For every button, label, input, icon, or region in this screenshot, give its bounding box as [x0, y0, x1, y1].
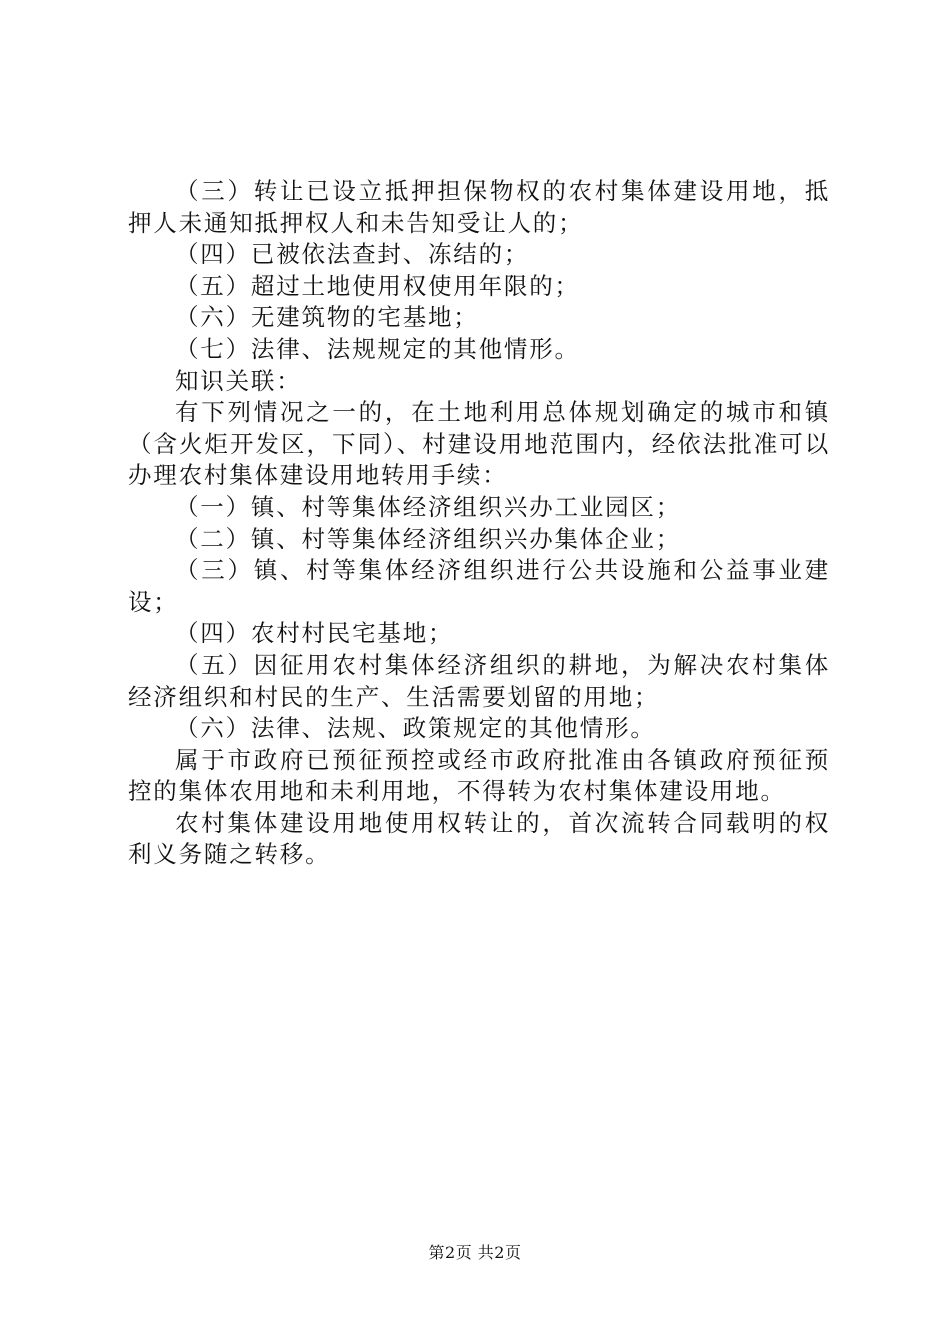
section-heading-related-knowledge: 知识关联：	[175, 366, 302, 395]
page-number-footer: 第2页 共2页	[428, 1243, 522, 1262]
paragraph-villager-homestead: （四）农村村民宅基地；	[175, 619, 454, 648]
paragraph-conversion-conditions: 有下列情况之一的，在土地利用总体规划确定的城市和镇（含火炬开发区，下同）、村建设用地范围内，经依法批准可以办理农村集体建设用地转用手续：	[128, 398, 830, 490]
paragraph-other-legal-cases: （七）法律、法规规定的其他情形。	[175, 334, 580, 363]
paragraph-collective-enterprise: （二）镇、村等集体经济组织兴办集体企业；	[175, 524, 681, 553]
paragraph-transfer-mortgaged-land: （三）转让已设立抵押担保物权的农村集体建设用地，抵押人未通知抵押权人和未告知受让人的；	[128, 177, 830, 237]
paragraph-sealed-frozen: （四）已被依法查封、冻结的；	[175, 240, 530, 269]
paragraph-other-policy-cases: （六）法律、法规、政策规定的其他情形。	[175, 714, 656, 743]
document-body	[128, 176, 830, 871]
paragraph-public-facilities: （三）镇、村等集体经济组织进行公共设施和公益事业建设；	[128, 556, 830, 616]
paragraph-homestead-no-building: （六）无建筑物的宅基地；	[175, 303, 479, 332]
paragraph-exceeded-term: （五）超过土地使用权使用年限的；	[175, 271, 580, 300]
paragraph-pre-acquired-land: 属于市政府已预征预控或经市政府批准由各镇政府预征预控的集体农用地和未利用地，不得转为农村集体建设用地。	[128, 745, 830, 806]
paragraph-rights-transfer: 农村集体建设用地使用权转让的，首次流转合同载明的权利义务随之转移。	[128, 808, 830, 869]
paragraph-industrial-park: （一）镇、村等集体经济组织兴办工业园区；	[175, 492, 681, 521]
paragraph-reserved-land: （五）因征用农村集体经济组织的耕地，为解决农村集体经济组织和村民的生产、生活需要划留的用地；	[128, 650, 830, 711]
